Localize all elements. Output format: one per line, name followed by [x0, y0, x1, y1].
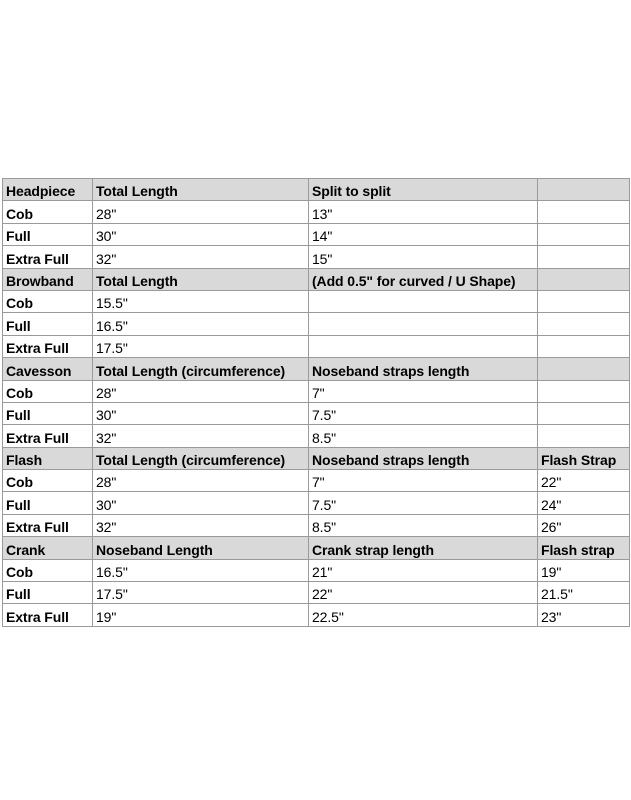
- measurement-cell: 8.5": [309, 425, 538, 447]
- measurement-cell: [538, 425, 630, 447]
- size-label-cell: Full: [3, 402, 93, 424]
- table-row: [3, 246, 630, 268]
- measurement-cell: 15.5": [93, 290, 309, 312]
- header-cell-col4: [538, 268, 630, 290]
- header-cell-col2: Total Length: [93, 179, 309, 201]
- size-chart-body: [3, 179, 630, 627]
- header-cell-col4: [538, 358, 630, 380]
- measurement-cell: 22": [538, 470, 630, 492]
- header-cell-col4: [538, 179, 630, 201]
- measurement-cell: 19": [538, 559, 630, 581]
- size-label-cell: Cob: [3, 290, 93, 312]
- measurement-cell: 24": [538, 492, 630, 514]
- measurement-cell: [538, 335, 630, 357]
- table-row: [3, 514, 630, 536]
- measurement-cell: 21": [309, 559, 538, 581]
- header-cell-item: Cavesson: [3, 358, 93, 380]
- size-label-cell: Full: [3, 492, 93, 514]
- measurement-cell: 30": [93, 223, 309, 245]
- header-cell-col4: Flash Strap: [538, 447, 630, 469]
- header-cell-col3: Split to split: [309, 179, 538, 201]
- section-header-row: [3, 358, 630, 380]
- measurement-cell: 7": [309, 470, 538, 492]
- table-row: [3, 559, 630, 581]
- measurement-cell: [309, 290, 538, 312]
- size-label-cell: Cob: [3, 201, 93, 223]
- measurement-cell: 30": [93, 492, 309, 514]
- measurement-cell: [538, 246, 630, 268]
- measurement-cell: [538, 201, 630, 223]
- measurement-cell: 17.5": [93, 335, 309, 357]
- table-row: [3, 201, 630, 223]
- measurement-cell: [538, 313, 630, 335]
- measurement-cell: 15": [309, 246, 538, 268]
- section-header-row: [3, 268, 630, 290]
- measurement-cell: [538, 223, 630, 245]
- size-label-cell: Full: [3, 313, 93, 335]
- header-cell-item: Flash: [3, 447, 93, 469]
- header-cell-col3: Noseband straps length: [309, 358, 538, 380]
- measurement-cell: 8.5": [309, 514, 538, 536]
- measurement-cell: [309, 313, 538, 335]
- size-label-cell: Cob: [3, 470, 93, 492]
- section-header-row: [3, 179, 630, 201]
- measurement-cell: 16.5": [93, 313, 309, 335]
- size-label-cell: Extra Full: [3, 425, 93, 447]
- measurement-cell: 17.5": [93, 582, 309, 604]
- header-cell-item: Browband: [3, 268, 93, 290]
- table-row: [3, 492, 630, 514]
- measurement-cell: 28": [93, 201, 309, 223]
- measurement-cell: 32": [93, 246, 309, 268]
- size-label-cell: Extra Full: [3, 246, 93, 268]
- table-row: [3, 290, 630, 312]
- table-row: [3, 313, 630, 335]
- header-cell-col3: Noseband straps length: [309, 447, 538, 469]
- section-header-row: [3, 447, 630, 469]
- header-cell-col2: Total Length: [93, 268, 309, 290]
- measurement-cell: 23": [538, 604, 630, 626]
- table-row: [3, 604, 630, 626]
- header-cell-col3: Crank strap length: [309, 537, 538, 559]
- measurement-cell: [538, 290, 630, 312]
- header-cell-col2: Total Length (circumference): [93, 358, 309, 380]
- measurement-cell: 19": [93, 604, 309, 626]
- measurement-cell: 13": [309, 201, 538, 223]
- header-cell-col4: Flash strap: [538, 537, 630, 559]
- measurement-cell: 7.5": [309, 492, 538, 514]
- size-label-cell: Cob: [3, 380, 93, 402]
- table-row: [3, 223, 630, 245]
- size-chart-table: [2, 178, 630, 627]
- table-row: [3, 425, 630, 447]
- table-row: [3, 470, 630, 492]
- measurement-cell: 7": [309, 380, 538, 402]
- header-cell-col2: Total Length (circumference): [93, 447, 309, 469]
- header-cell-item: Headpiece: [3, 179, 93, 201]
- measurement-cell: 22": [309, 582, 538, 604]
- size-label-cell: Extra Full: [3, 514, 93, 536]
- size-label-cell: Extra Full: [3, 604, 93, 626]
- measurement-cell: [309, 335, 538, 357]
- measurement-cell: 22.5": [309, 604, 538, 626]
- measurement-cell: 28": [93, 470, 309, 492]
- table-row: [3, 402, 630, 424]
- measurement-cell: 14": [309, 223, 538, 245]
- measurement-cell: 26": [538, 514, 630, 536]
- measurement-cell: 7.5": [309, 402, 538, 424]
- size-label-cell: Cob: [3, 559, 93, 581]
- measurement-cell: [538, 380, 630, 402]
- measurement-cell: 32": [93, 514, 309, 536]
- header-cell-col3: (Add 0.5" for curved / U Shape): [309, 268, 538, 290]
- header-cell-col2: Noseband Length: [93, 537, 309, 559]
- table-row: [3, 335, 630, 357]
- measurement-cell: 28": [93, 380, 309, 402]
- section-header-row: [3, 537, 630, 559]
- size-label-cell: Full: [3, 223, 93, 245]
- measurement-cell: 21.5": [538, 582, 630, 604]
- measurement-cell: 16.5": [93, 559, 309, 581]
- size-label-cell: Full: [3, 582, 93, 604]
- measurement-cell: [538, 402, 630, 424]
- measurement-cell: 32": [93, 425, 309, 447]
- size-label-cell: Extra Full: [3, 335, 93, 357]
- measurement-cell: 30": [93, 402, 309, 424]
- table-row: [3, 380, 630, 402]
- header-cell-item: Crank: [3, 537, 93, 559]
- table-row: [3, 582, 630, 604]
